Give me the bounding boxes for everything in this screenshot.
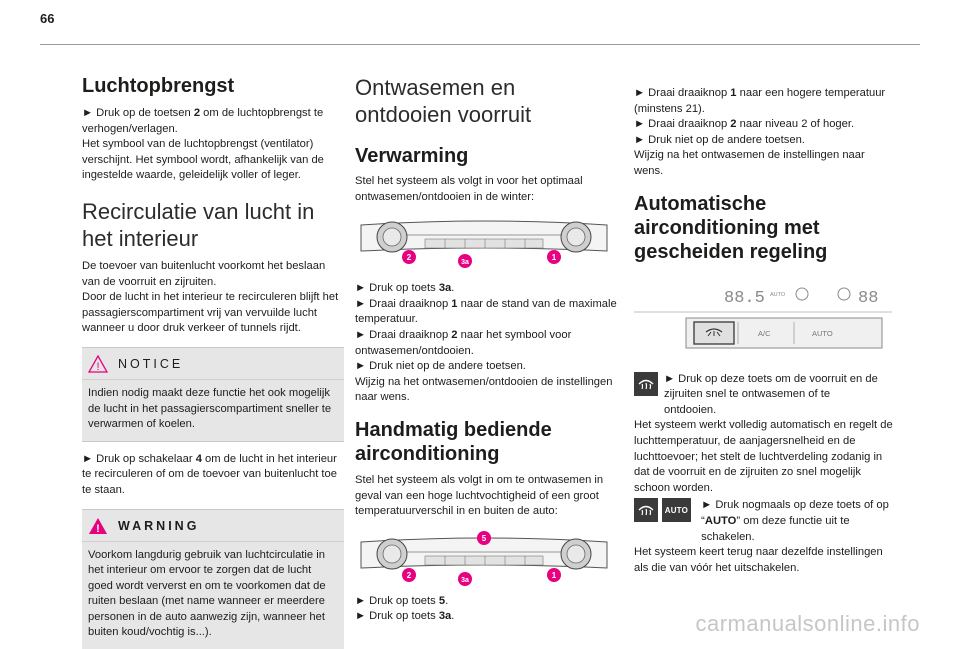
svg-text:!: ! xyxy=(96,522,100,535)
notice-text: Indien nodig maakt deze functie het ook mogelijk de lucht in het passagierscompartiment sneller te verwarmen of koelen. xyxy=(88,386,332,431)
column-1 xyxy=(82,74,344,649)
panel-display-left: 88.5 xyxy=(724,288,765,308)
panel1-label-3a: 3a xyxy=(461,259,469,267)
notice-header xyxy=(82,348,344,380)
para-airflow: ► Druk op de toetsen 2 om de luchtopbrengst te verhogen/verlagen. Het symbool van de luchtopbrengst (ventilator) verschijnt. Het symbool wordt, afhankelijk van de ingestelde waarde, geleidelijk voller of leger. xyxy=(82,107,324,182)
panel-display-right: 88 xyxy=(858,288,879,308)
para-manual-ac: Stel het systeem als volgt in om te ontwasemen in geval van een hoge luchtvochtigheid of een groot temperatuurverschil in en buiten de auto: xyxy=(355,473,604,518)
climate-panel-illustration-2 xyxy=(355,530,613,588)
auto-climate-panel-illustration xyxy=(634,278,892,358)
notice-box xyxy=(82,347,344,442)
windscreen-defrost-icon-2 xyxy=(634,498,658,522)
windscreen-defrost-icon xyxy=(634,372,658,396)
para-defog-button: ► Druk op deze toets om de voorruit en de zijruiten snel te ontwasemen of te ontdooien. xyxy=(664,372,878,416)
panel2-label-5: 5 xyxy=(481,533,487,543)
warning-box xyxy=(82,509,344,649)
heading-defog: Ontwasemen en ontdooien voorruit xyxy=(355,75,532,127)
warning-text: Voorkom langdurig gebruik van luchtcirculatie in het interieur om ervoor te zorgen dat de lucht goed wordt ververst en om te voorkomen dat de ruiten beslaan (met name wanneer er meerdere personen in de auto aanwezig zijn, wanneer het buiten koud/vochtig is...). xyxy=(88,548,326,639)
steps-continued: ► Draai draaiknop 1 naar een hogere temperatuur (minstens 21). ► Draai draaiknop 2 naar niveau 2 of hoger. ► Druk niet op de andere toetsen. Wijzig na het ontwasemen de instellingen naar wens. xyxy=(634,87,886,177)
heading-recirculation: Recirculatie van lucht in het interieur xyxy=(82,198,315,251)
warning-triangle-icon xyxy=(88,517,108,535)
para-recirculation: De toevoer van buitenlucht voorkomt het beslaan van de voorruit en zijruiten. Door de lucht in het interieur te recirculeren blijft het passagierscompartiment vrij van vervuilde lucht wanneer u door druk verkeer of tunnels rijdt. xyxy=(82,259,339,335)
panel-button-ac: A/C xyxy=(758,328,771,338)
panel2-label-3a: 3a xyxy=(461,576,469,584)
column-3 xyxy=(634,86,896,576)
para-switch: ► Druk op schakelaar 4 om de lucht in het interieur te recirculeren of om de toevoer van buitenlucht toe te staan. xyxy=(82,452,337,496)
page-number: 66 xyxy=(40,11,55,26)
defog-icon-row xyxy=(634,372,896,419)
para-auto-off: ► Druk nogmaals op deze toets of op “AUTO” om deze functie uit te schakelen. xyxy=(701,499,889,543)
heading-airflow: Luchtopbrengst xyxy=(82,75,235,97)
heading-heating: Verwarming xyxy=(355,145,469,167)
warning-label: WARNING xyxy=(118,518,200,533)
notice-label: NOTICE xyxy=(118,356,184,371)
auto-button-icon: AUTO xyxy=(662,498,692,522)
header-rule xyxy=(40,44,920,45)
para-heating: Stel het systeem als volgt in voor het optimaal ontwasemen/ontdooien in de winter: xyxy=(355,175,583,203)
notice-triangle-icon xyxy=(88,355,108,373)
heading-manual-ac: Handmatig bediende airconditioning xyxy=(355,418,552,465)
heading-auto-ac: Automatische airconditioning met gescheiden regeling xyxy=(634,192,828,263)
steps-manual-ac: ► Druk op toets 5. ► Druk op toets 3a. xyxy=(355,594,455,623)
panel-button-auto: AUTO xyxy=(812,328,833,338)
panel2-label-1: 1 xyxy=(551,570,557,580)
warning-header xyxy=(82,510,344,542)
panel-display-auto: AUTO xyxy=(770,291,786,298)
svg-text:!: ! xyxy=(96,360,100,373)
climate-panel-illustration-1 xyxy=(355,215,613,271)
para-system: Het systeem werkt volledig automatisch en regelt de luchttemperatuur, de aanjagersnelheid en de luchttoevoer; het stelt de luchtverdeling zodanig in dat de voorruit en de zijruiten zo snel mogelijk schoon worden. xyxy=(634,419,893,494)
auto-icon-row xyxy=(634,498,896,545)
panel2-label-2: 2 xyxy=(406,570,412,580)
panel1-label-2: 2 xyxy=(406,253,412,263)
watermark: carmanualsonline.info xyxy=(695,611,920,636)
panel1-label-1: 1 xyxy=(551,253,557,263)
steps-heating: ► Druk op toets 3a. ► Draai draaiknop 1 naar de stand van de maximale temperatuur. ► Draai draaiknop 2 naar het symbool voor ontwasemen/ontdooien. ► Druk niet op de andere toetsen. Wijzig na het ontwasemen/ontdooien de instellingen naar wens. xyxy=(355,282,617,404)
column-2 xyxy=(355,74,617,625)
para-end: Het systeem keert terug naar dezelfde instellingen als die van vóór het uitschakelen. xyxy=(634,546,883,574)
